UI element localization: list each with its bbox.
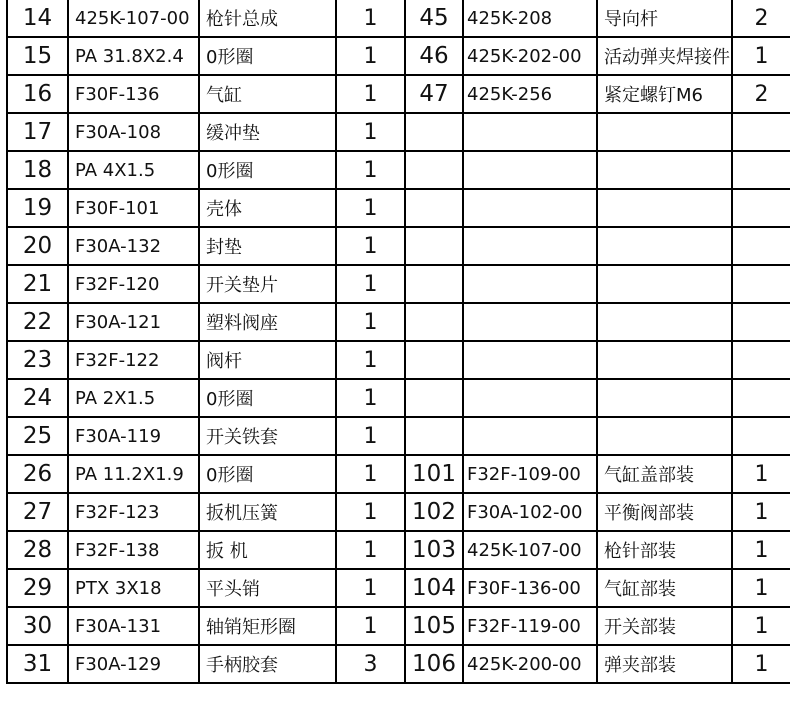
left-part-name-cell: 平头销	[199, 569, 336, 607]
right-part-code-cell: F32F-109-00	[463, 455, 597, 493]
right-item-number-cell: 46	[405, 37, 463, 75]
left-quantity-cell: 1	[336, 379, 405, 417]
left-item-number-cell: 25	[7, 417, 68, 455]
right-part-name-cell: 平衡阀部装	[597, 493, 732, 531]
left-quantity-cell: 1	[336, 607, 405, 645]
left-item-number-cell: 19	[7, 189, 68, 227]
right-quantity-cell	[732, 303, 790, 341]
right-quantity-cell: 1	[732, 455, 790, 493]
right-item-number-cell: 102	[405, 493, 463, 531]
left-item-number-cell: 23	[7, 341, 68, 379]
right-part-code-cell	[463, 113, 597, 151]
table-row	[7, 531, 790, 569]
right-item-number-cell: 103	[405, 531, 463, 569]
left-item-number-cell: 24	[7, 379, 68, 417]
left-part-code-cell: F32F-138	[68, 531, 199, 569]
left-part-code-cell: PA 4X1.5	[68, 151, 199, 189]
table-row	[7, 493, 790, 531]
left-item-number-cell: 27	[7, 493, 68, 531]
left-part-name-cell: 扳 机	[199, 531, 336, 569]
left-item-number-cell: 17	[7, 113, 68, 151]
left-item-number-cell: 21	[7, 265, 68, 303]
left-part-code-cell: F30F-101	[68, 189, 199, 227]
right-part-code-cell: F32F-119-00	[463, 607, 597, 645]
left-part-code-cell: PA 31.8X2.4	[68, 37, 199, 75]
right-part-name-cell	[597, 417, 732, 455]
right-item-number-cell	[405, 227, 463, 265]
right-part-code-cell: 425K-202-00	[463, 37, 597, 75]
right-item-number-cell	[405, 113, 463, 151]
right-part-code-cell: F30F-136-00	[463, 569, 597, 607]
right-quantity-cell: 1	[732, 37, 790, 75]
left-quantity-cell: 1	[336, 455, 405, 493]
left-quantity-cell: 1	[336, 531, 405, 569]
left-item-number-cell: 30	[7, 607, 68, 645]
left-item-number-cell: 14	[7, 0, 68, 37]
left-quantity-cell: 1	[336, 303, 405, 341]
right-quantity-cell: 1	[732, 493, 790, 531]
table-row	[7, 569, 790, 607]
right-part-code-cell	[463, 189, 597, 227]
right-quantity-cell: 2	[732, 75, 790, 113]
right-quantity-cell	[732, 113, 790, 151]
left-part-name-cell: 封垫	[199, 227, 336, 265]
right-item-number-cell	[405, 265, 463, 303]
table-row	[7, 37, 790, 75]
table-row	[7, 113, 790, 151]
right-part-code-cell: F30A-102-00	[463, 493, 597, 531]
right-item-number-cell	[405, 417, 463, 455]
right-item-number-cell	[405, 189, 463, 227]
left-quantity-cell: 1	[336, 113, 405, 151]
right-part-name-cell	[597, 265, 732, 303]
left-quantity-cell: 1	[336, 189, 405, 227]
right-item-number-cell: 106	[405, 645, 463, 683]
right-quantity-cell	[732, 189, 790, 227]
right-part-name-cell	[597, 341, 732, 379]
left-quantity-cell: 1	[336, 75, 405, 113]
right-part-code-cell	[463, 151, 597, 189]
right-quantity-cell: 1	[732, 607, 790, 645]
right-item-number-cell	[405, 379, 463, 417]
right-quantity-cell	[732, 417, 790, 455]
left-part-name-cell: 0形圈	[199, 151, 336, 189]
right-quantity-cell	[732, 341, 790, 379]
left-item-number-cell: 29	[7, 569, 68, 607]
table-row	[7, 151, 790, 189]
left-part-code-cell: F30F-136	[68, 75, 199, 113]
left-item-number-cell: 22	[7, 303, 68, 341]
left-item-number-cell: 31	[7, 645, 68, 683]
table-row	[7, 607, 790, 645]
right-part-name-cell	[597, 113, 732, 151]
table-row	[7, 189, 790, 227]
right-part-name-cell	[597, 151, 732, 189]
left-part-code-cell: PA 2X1.5	[68, 379, 199, 417]
table-row	[7, 227, 790, 265]
right-part-code-cell: 425K-107-00	[463, 531, 597, 569]
left-quantity-cell: 1	[336, 0, 405, 37]
left-part-name-cell: 0形圈	[199, 379, 336, 417]
right-part-name-cell: 活动弹夹焊接件	[597, 37, 732, 75]
table-row	[7, 265, 790, 303]
left-item-number-cell: 26	[7, 455, 68, 493]
right-part-code-cell	[463, 341, 597, 379]
left-part-name-cell: 气缸	[199, 75, 336, 113]
left-part-name-cell: 壳体	[199, 189, 336, 227]
right-quantity-cell	[732, 379, 790, 417]
left-quantity-cell: 1	[336, 493, 405, 531]
table-row	[7, 417, 790, 455]
right-part-name-cell	[597, 303, 732, 341]
left-quantity-cell: 1	[336, 417, 405, 455]
right-quantity-cell	[732, 227, 790, 265]
right-part-name-cell	[597, 189, 732, 227]
left-item-number-cell: 15	[7, 37, 68, 75]
right-item-number-cell: 45	[405, 0, 463, 37]
right-quantity-cell	[732, 151, 790, 189]
left-part-code-cell: F32F-122	[68, 341, 199, 379]
left-part-name-cell: 开关垫片	[199, 265, 336, 303]
left-part-code-cell: F32F-123	[68, 493, 199, 531]
table-row	[7, 75, 790, 113]
left-item-number-cell: 16	[7, 75, 68, 113]
right-part-code-cell	[463, 227, 597, 265]
table-row	[7, 379, 790, 417]
right-part-name-cell	[597, 379, 732, 417]
left-part-code-cell: F30A-132	[68, 227, 199, 265]
left-part-name-cell: 0形圈	[199, 37, 336, 75]
right-quantity-cell: 1	[732, 531, 790, 569]
right-part-name-cell	[597, 227, 732, 265]
left-quantity-cell: 1	[336, 151, 405, 189]
left-quantity-cell: 1	[336, 227, 405, 265]
right-part-name-cell: 开关部装	[597, 607, 732, 645]
right-part-name-cell: 气缸部装	[597, 569, 732, 607]
right-item-number-cell: 101	[405, 455, 463, 493]
left-quantity-cell: 1	[336, 341, 405, 379]
right-item-number-cell: 105	[405, 607, 463, 645]
right-part-name-cell: 气缸盖部装	[597, 455, 732, 493]
table-row	[7, 341, 790, 379]
left-part-name-cell: 枪针总成	[199, 0, 336, 37]
left-part-code-cell: F30A-119	[68, 417, 199, 455]
right-part-code-cell: 425K-200-00	[463, 645, 597, 683]
right-part-code-cell	[463, 265, 597, 303]
right-part-code-cell	[463, 303, 597, 341]
right-quantity-cell: 1	[732, 569, 790, 607]
left-part-name-cell: 阀杆	[199, 341, 336, 379]
left-part-code-cell: PA 11.2X1.9	[68, 455, 199, 493]
right-part-code-cell	[463, 379, 597, 417]
table-row	[7, 645, 790, 683]
right-item-number-cell: 47	[405, 75, 463, 113]
left-quantity-cell: 1	[336, 37, 405, 75]
table-row	[7, 455, 790, 493]
left-part-name-cell: 塑料阀座	[199, 303, 336, 341]
right-part-code-cell: 425K-208	[463, 0, 597, 37]
left-part-code-cell: F32F-120	[68, 265, 199, 303]
left-part-name-cell: 0形圈	[199, 455, 336, 493]
left-item-number-cell: 18	[7, 151, 68, 189]
right-part-name-cell: 弹夹部装	[597, 645, 732, 683]
parts-list-table	[6, 0, 790, 684]
right-item-number-cell	[405, 151, 463, 189]
left-quantity-cell: 1	[336, 265, 405, 303]
left-item-number-cell: 28	[7, 531, 68, 569]
left-part-code-cell: 425K-107-00	[68, 0, 199, 37]
right-item-number-cell: 104	[405, 569, 463, 607]
left-part-code-cell: F30A-108	[68, 113, 199, 151]
left-part-name-cell: 轴销矩形圈	[199, 607, 336, 645]
left-part-code-cell: PTX 3X18	[68, 569, 199, 607]
table-row	[7, 0, 790, 37]
left-quantity-cell: 3	[336, 645, 405, 683]
right-part-name-cell: 导向杆	[597, 0, 732, 37]
right-part-code-cell	[463, 417, 597, 455]
left-part-name-cell: 扳机压簧	[199, 493, 336, 531]
left-part-code-cell: F30A-129	[68, 645, 199, 683]
left-part-code-cell: F30A-121	[68, 303, 199, 341]
right-quantity-cell: 2	[732, 0, 790, 37]
left-item-number-cell: 20	[7, 227, 68, 265]
right-part-code-cell: 425K-256	[463, 75, 597, 113]
right-item-number-cell	[405, 341, 463, 379]
left-part-name-cell: 缓冲垫	[199, 113, 336, 151]
right-part-name-cell: 紧定螺钉M6	[597, 75, 732, 113]
left-quantity-cell: 1	[336, 569, 405, 607]
right-quantity-cell: 1	[732, 645, 790, 683]
table-row	[7, 303, 790, 341]
right-part-name-cell: 枪针部装	[597, 531, 732, 569]
left-part-code-cell: F30A-131	[68, 607, 199, 645]
right-quantity-cell	[732, 265, 790, 303]
right-item-number-cell	[405, 303, 463, 341]
left-part-name-cell: 手柄胶套	[199, 645, 336, 683]
left-part-name-cell: 开关铁套	[199, 417, 336, 455]
